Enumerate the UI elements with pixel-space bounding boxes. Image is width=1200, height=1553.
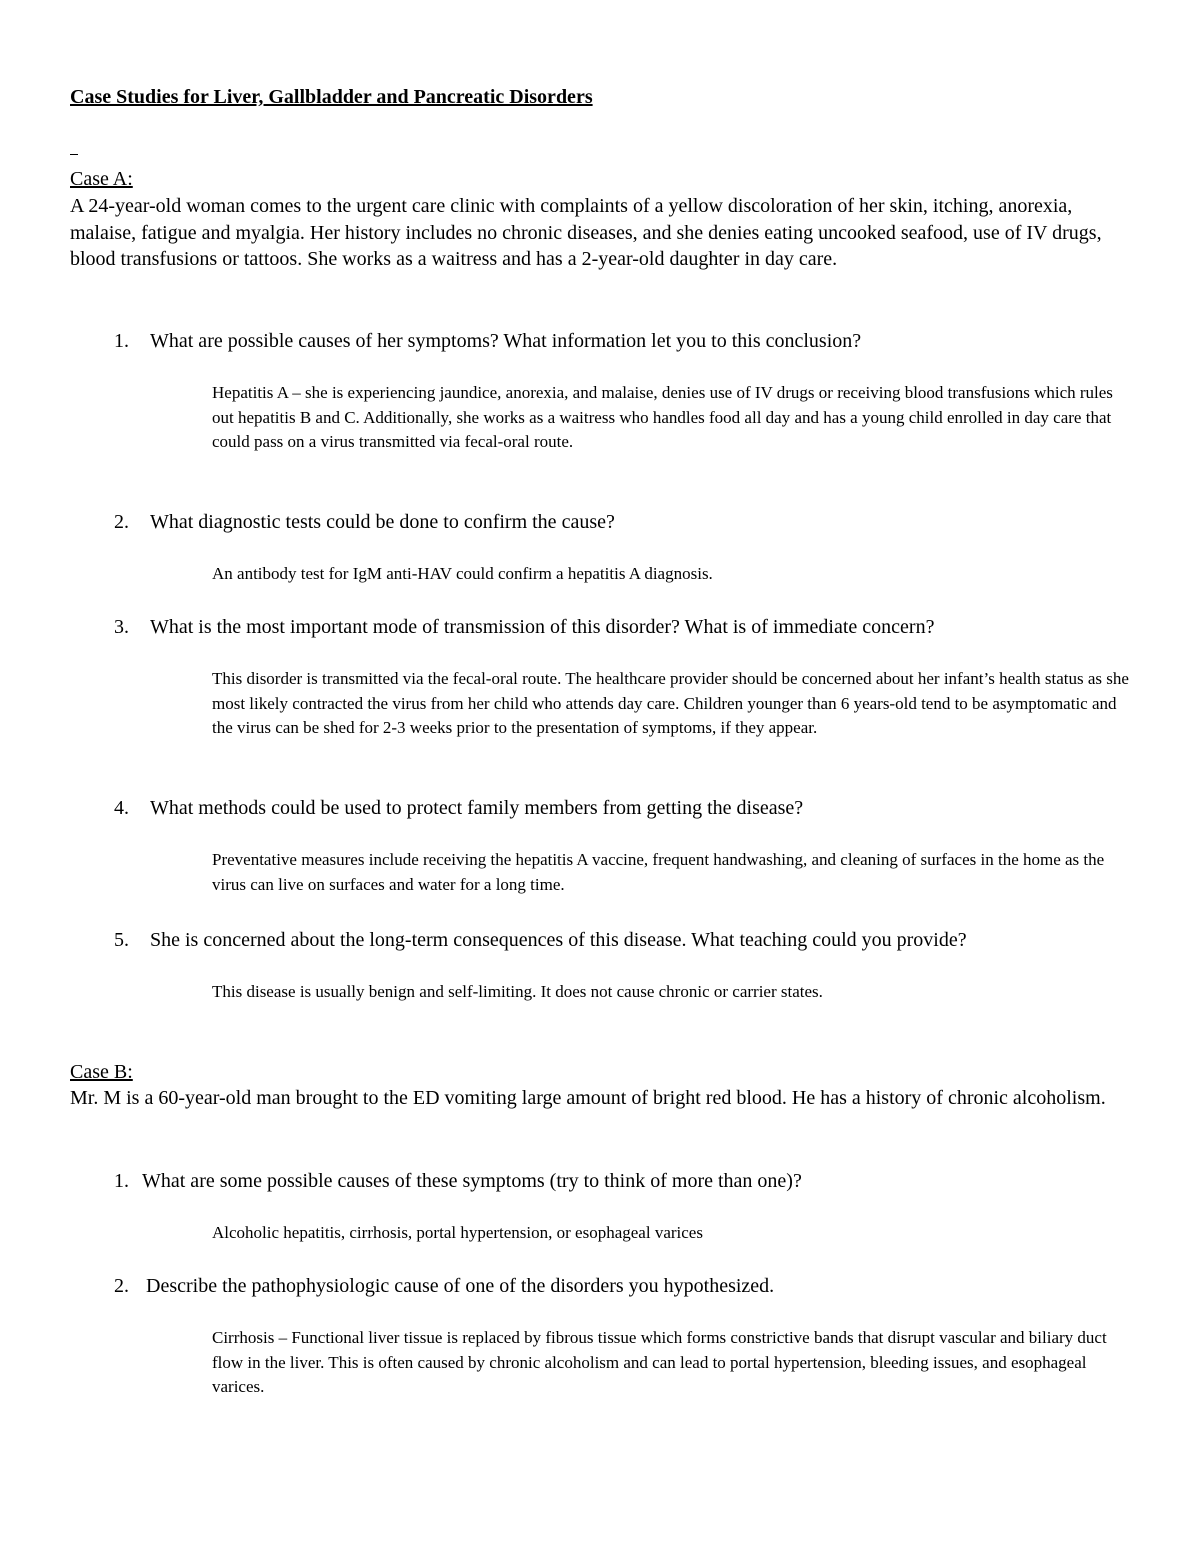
case-b-question-2: Describe the pathophysiologic cause of one of the disorders you hypothesized. [146,1275,775,1297]
case-b-question-2-number: 2. [114,1275,129,1297]
case-a-answer-2: An antibody test for IgM anti-HAV could confirm a hepatitis A diagnosis. [212,564,713,583]
case-b-question-1-number: 1. [114,1170,129,1192]
case-b-question-1: What are some possible causes of these symptoms (try to think of more than one)? [142,1170,802,1192]
case-a-answer-3: This disorder is transmitted via the fecal-oral route. The healthcare provider should be concerned about her infant’s health status as she most likely contracted the virus from her child who attends day care. Children younger than 6 years-old tend to be asymptomatic and the virus can be shed for 2-3 weeks prior to the presentation of symptoms, if they appear. [212,669,1129,738]
case-a-answer-5: This disease is usually benign and self-limiting. It does not cause chronic or carrier states. [212,982,823,1001]
case-a-question-5: She is concerned about the long-term consequences of this disease. What teaching could you provide? [150,929,967,951]
case-a-question-2: What diagnostic tests could be done to confirm the cause? [150,511,615,533]
case-a-question-1-number: 1. [114,330,129,352]
case-a-question-4: What methods could be used to protect family members from getting the disease? [150,797,804,819]
case-b-answer-1: Alcoholic hepatitis, cirrhosis, portal hypertension, or esophageal varices [212,1223,703,1242]
document-title: Case Studies for Liver, Gallbladder and Pancreatic Disorders [70,86,593,108]
case-a-question-3-number: 3. [114,616,129,638]
case-b-answer-2: Cirrhosis – Functional liver tissue is replaced by fibrous tissue which forms constrictive bands that disrupt vascular and biliary duct flow in the liver. This is often caused by chronic alcoholism and can lead to portal hypertension, bleeding issues, and esophageal varices. [212,1328,1107,1397]
case-a-heading: Case A: [70,168,133,190]
case-a-question-2-number: 2. [114,511,129,533]
case-a-answer-4: Preventative measures include receiving the hepatitis A vaccine, frequent handwashing, and cleaning of surfaces in the home as the virus can live on surfaces and water for a long time. [212,850,1105,894]
stray-underline-mark [70,154,78,155]
case-a-question-1: What are possible causes of her symptoms? What information let you to this conclusion? [150,330,862,352]
case-b-heading: Case B: [70,1061,133,1083]
case-a-question-5-number: 5. [114,929,129,951]
case-a-question-3: What is the most important mode of transmission of this disorder? What is of immediate concern? [150,616,935,638]
case-a-answer-1: Hepatitis A – she is experiencing jaundice, anorexia, and malaise, denies use of IV drugs or receiving blood transfusions which rules out hepatitis B and C. Additionally, she works as a waitress who handles food all day and has a young child enrolled in day care that could pass on a virus transmitted via fecal-oral route. [212,383,1113,452]
case-b-scenario: Mr. M is a 60-year-old man brought to the ED vomiting large amount of bright red blood. He has a history of chronic alcoholism. [70,1087,1106,1109]
case-a-scenario: A 24-year-old woman comes to the urgent care clinic with complaints of a yellow discoloration of her skin, itching, anorexia, malaise, fatigue and myalgia. Her history includes no chronic diseases, and she denies eating uncooked seafood, use of IV drugs, blood transfusions or tattoos. She works as a waitress and has a 2-year-old daughter in day care. [70,195,1102,271]
case-a-question-4-number: 4. [114,797,129,819]
